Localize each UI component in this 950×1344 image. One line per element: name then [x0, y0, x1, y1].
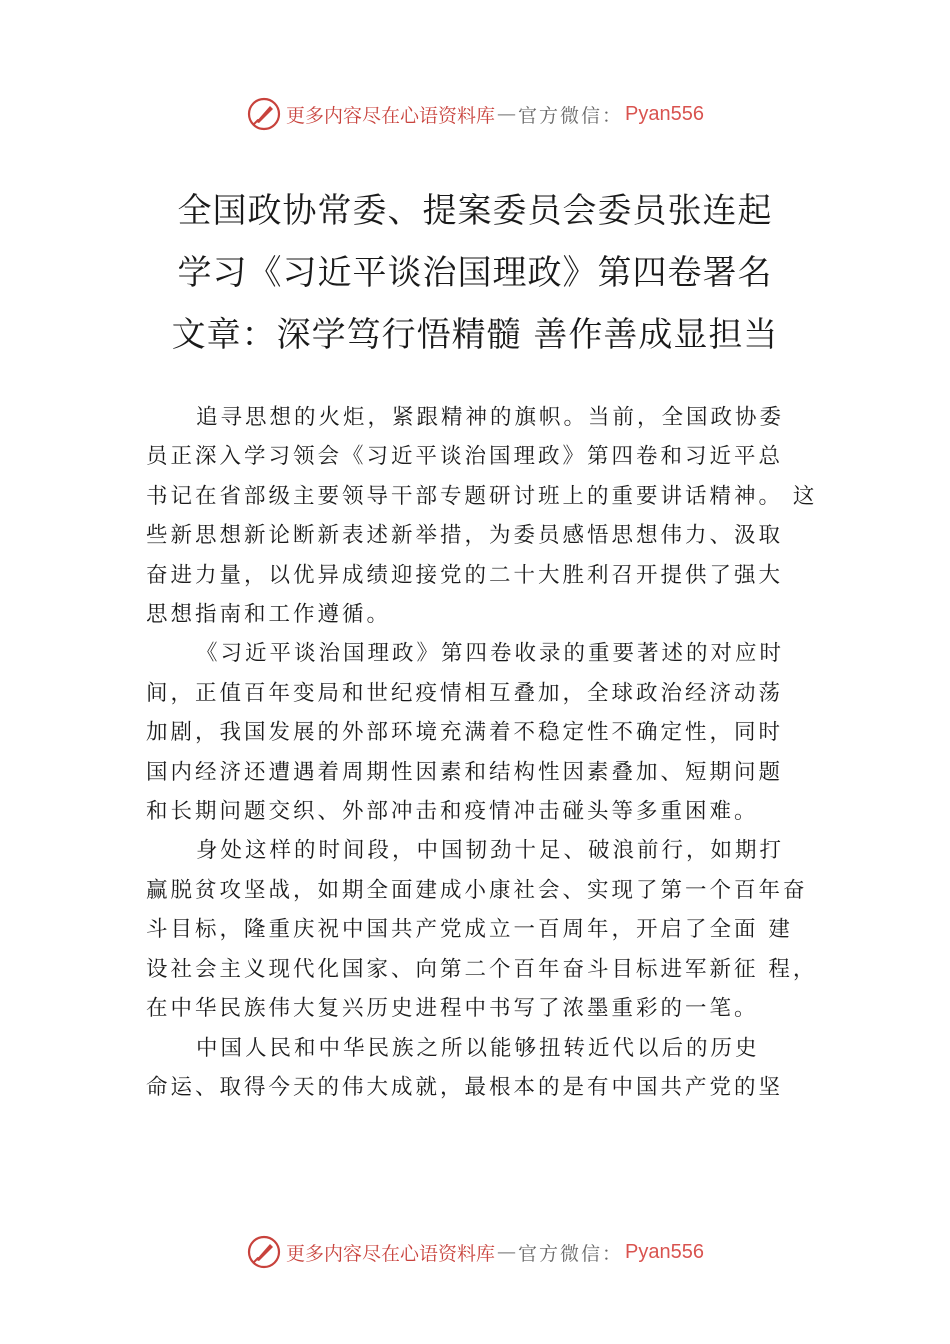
text-line: 书记在省部级主要领导干部专题研讨班上的重要讲话精神。 这 [146, 483, 818, 509]
paragraph-2 [146, 634, 816, 831]
paragraph-1 [146, 398, 816, 634]
text-line: 身处这样的时间段，中国韧劲十足、破浪前行，如期打 [196, 838, 785, 864]
title-line: 学习《习近平谈治国理政》第四卷署名 [177, 253, 773, 293]
text-line: 设社会主义现代化国家、向第二个百年奋斗目标进军新征 程， [146, 956, 818, 982]
footer-wechat-label: 官方微信： [518, 1242, 624, 1265]
text-line: 加剧，我国发展的外部环境充满着不稳定性不确定性，同时 [146, 720, 784, 746]
text-line: 《习近平谈治国理政》第四卷收录的重要著述的对应时 [196, 641, 785, 667]
footer-dash: — [497, 1241, 517, 1263]
text-line: 奋进力量，以优异成绩迎接党的二十大胜利召开提供了强大 [146, 562, 784, 588]
header-wechat-id: Pyan556 [625, 102, 704, 125]
document-title [0, 180, 950, 366]
text-line: 和长期问题交织、外部冲击和疫情冲击碰头等多重困难。 [146, 799, 759, 825]
text-line: 间，正值百年变局和世纪疫情相互叠加，全球政治经济动荡 [146, 680, 784, 706]
text-line: 在中华民族伟大复兴历史进程中书写了浓墨重彩的一笔。 [146, 996, 759, 1022]
text-line: 员正深入学习领会《习近平谈治国理政》第四卷和习近平总 [146, 444, 784, 470]
text-line: 国内经济还遭遇着周期性因素和结构性因素叠加、短期问题 [146, 759, 784, 785]
paragraph-3 [146, 831, 816, 1028]
quill-logo-icon [246, 1234, 282, 1270]
document-body [146, 398, 816, 1107]
header-brand-text: 更多内容尽在心语资料库 [286, 104, 496, 127]
paragraph-4 [146, 1029, 816, 1108]
text-line: 斗目标，隆重庆祝中国共产党成立一百周年，开启了全面 建 [146, 917, 793, 943]
text-line: 命运、取得今天的伟大成就，最根本的是有中国共产党的坚 [146, 1074, 784, 1100]
title-line: 文章：深学笃行悟精髓 善作善成显担当 [171, 315, 779, 355]
header-wechat-label: 官方微信： [518, 104, 624, 127]
text-line: 赢脱贫攻坚战，如期全面建成小康社会、实现了第一个百年奋 [146, 877, 808, 903]
header-dash: — [497, 103, 517, 125]
footer-banner [0, 1232, 950, 1272]
title-line: 全国政协常委、提案委员会委员张连起 [177, 191, 773, 231]
text-line: 思想指南和工作遵循。 [146, 602, 392, 628]
text-line: 些新思想新论断新表述新举措，为委员感悟思想伟力、汲取 [146, 523, 784, 549]
footer-wechat-id: Pyan556 [625, 1240, 704, 1263]
header-banner [0, 94, 950, 134]
text-line: 追寻思想的火炬，紧跟精神的旗帜。当前，全国政协委 [196, 405, 785, 430]
quill-logo-icon [246, 96, 282, 132]
footer-brand-text: 更多内容尽在心语资料库 [286, 1242, 496, 1265]
text-line: 中国人民和中华民族之所以能够扭转近代以后的历史 [196, 1035, 760, 1061]
